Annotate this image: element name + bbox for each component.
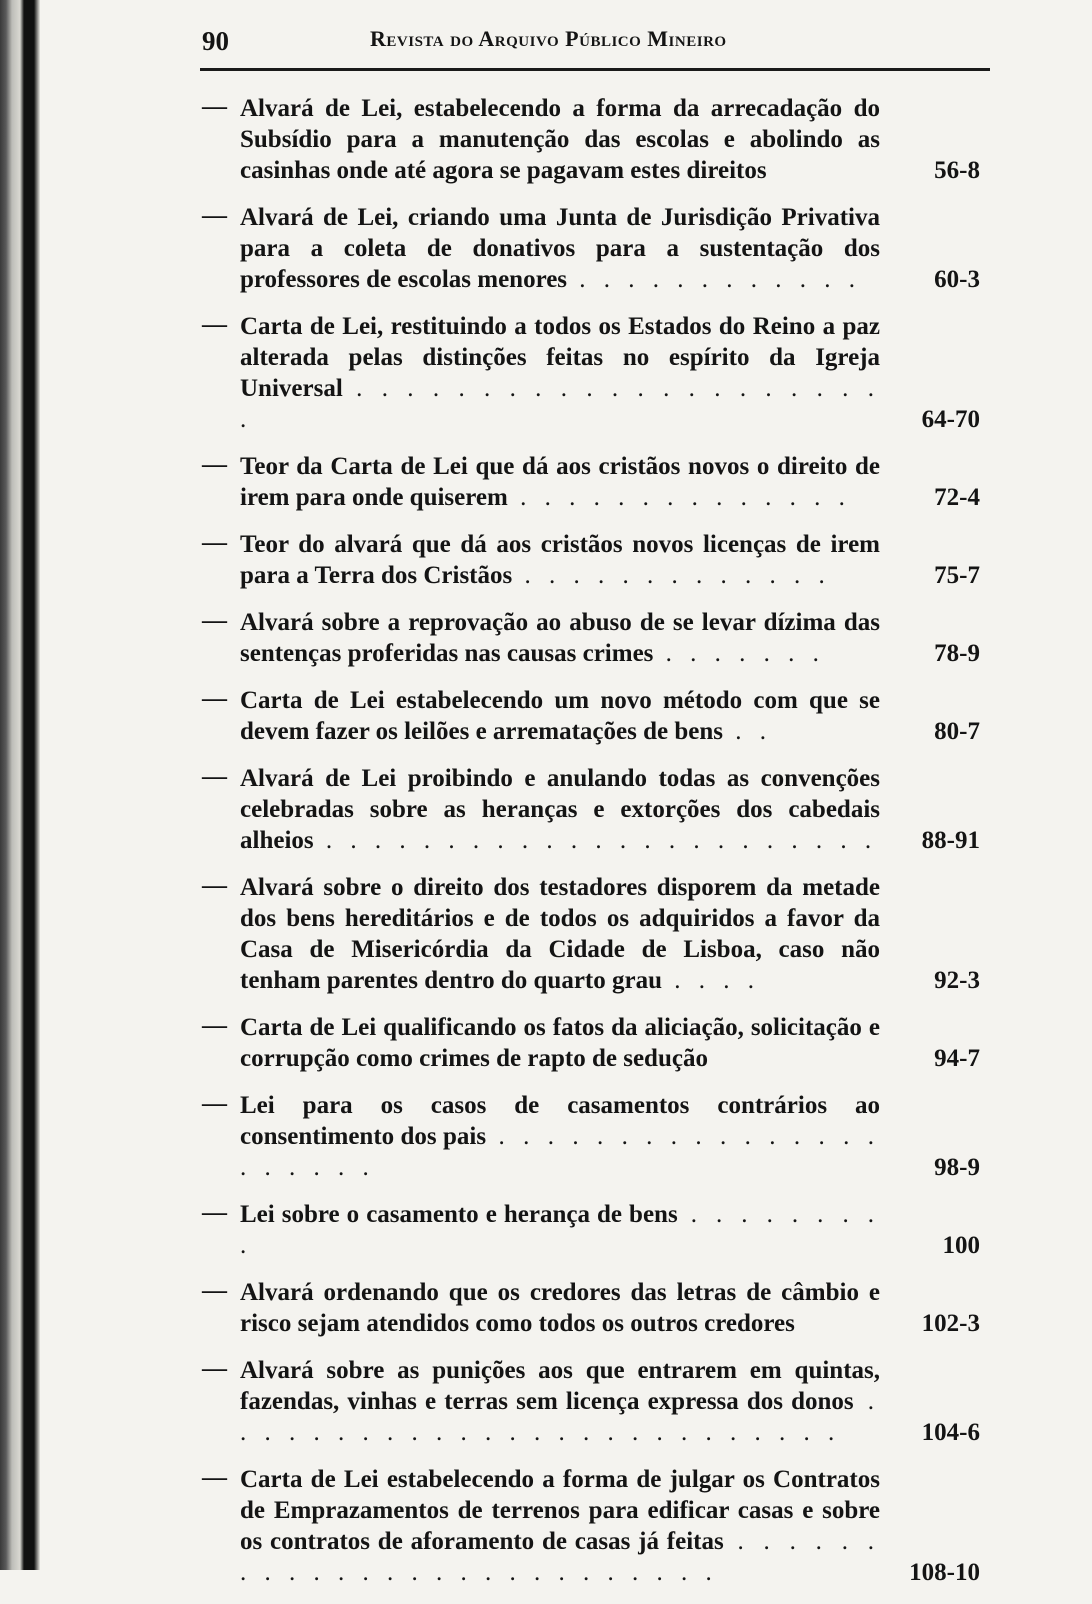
index-entry bbox=[200, 872, 990, 996]
entry-page-ref: 102-3 bbox=[921, 1310, 980, 1337]
entry-title: Alvará de Lei proibindo e anulando todas as convenções celebradas sobre as heranças e extorções dos cabedais alheios bbox=[240, 765, 880, 854]
index-entry bbox=[200, 607, 990, 669]
dot-leader: . . bbox=[722, 718, 772, 745]
entry-dash: — bbox=[202, 1090, 227, 1117]
entry-title: Alvará sobre a reprovação ao abuso de se levar dízima das sentenças proferidas nas causas crimes bbox=[240, 609, 880, 667]
entry-page-ref: 60-3 bbox=[934, 266, 980, 293]
entry-dash: — bbox=[202, 1355, 227, 1382]
entry-dash: — bbox=[202, 93, 227, 120]
entry-title: Alvará sobre o direito dos testadores disporem da metade dos bens hereditários e de todos os adquiridos a favor da Casa de Misericórdia da Cidade de Lisboa, caso não tenham parentes dentro do quarto grau bbox=[240, 874, 880, 994]
index-entry bbox=[200, 311, 990, 435]
entry-dash: — bbox=[202, 529, 227, 556]
entry-dash: — bbox=[202, 1012, 227, 1039]
entry-title: Alvará de Lei, estabelecendo a forma da arrecadação do Subsídio para a manutenção das escolas e abolindo as casinhas onde até agora se pagavam estes direitos bbox=[240, 95, 880, 184]
running-header bbox=[200, 18, 990, 71]
dot-leader: . . . . . . . . . . . . . bbox=[512, 562, 831, 589]
entry-title: Lei sobre o casamento e herança de bens bbox=[240, 1201, 678, 1228]
entry-page-ref: 56-8 bbox=[934, 157, 980, 184]
entry-title: Teor da Carta de Lei que dá aos cristãos novos o direito de irem para onde quiserem bbox=[240, 453, 880, 511]
index-entry bbox=[200, 1277, 990, 1339]
index-entry bbox=[200, 763, 990, 856]
dot-leader: . . . . bbox=[662, 967, 761, 994]
index-entries bbox=[200, 93, 990, 1588]
entry-page-ref: 75-7 bbox=[934, 562, 980, 589]
entry-page-ref: 94-7 bbox=[934, 1045, 980, 1072]
entry-title: Alvará de Lei, criando uma Junta de Jurisdição Privativa para a coleta de donativos para a sustentação dos professores de escolas menores bbox=[240, 204, 880, 293]
entry-page-ref: 92-3 bbox=[934, 967, 980, 994]
entry-page-ref: 88-91 bbox=[921, 827, 980, 854]
index-entry bbox=[200, 202, 990, 295]
entry-dash: — bbox=[202, 1464, 227, 1491]
journal-title: Revista do Arquivo Público Mineiro bbox=[370, 26, 727, 51]
entry-dash: — bbox=[202, 202, 227, 229]
dot-leader: . . . . . . . . . . . . . . . . . . . . . . . . . . bbox=[240, 1528, 881, 1586]
index-entry bbox=[200, 685, 990, 747]
entry-page-ref: 108-10 bbox=[909, 1559, 980, 1586]
entry-page-ref: 100 bbox=[942, 1232, 980, 1259]
index-entry bbox=[200, 1012, 990, 1074]
dot-leader: . . . . . . . . . . . . . . . . . . . . . . bbox=[240, 1123, 880, 1181]
entry-dash: — bbox=[202, 311, 227, 338]
entry-dash: — bbox=[202, 607, 227, 634]
entry-title: Alvará ordenando que os credores das letras de câmbio e risco sejam atendidos como todos os outros credores bbox=[240, 1279, 880, 1337]
dot-leader: . . . . . . . . . bbox=[240, 1201, 880, 1259]
page-number: 90 bbox=[202, 26, 229, 56]
entry-dash: — bbox=[202, 1277, 227, 1304]
dot-leader: . . . . . . . bbox=[653, 640, 825, 667]
entry-title: Carta de Lei estabelecendo a forma de julgar os Contratos de Emprazamentos de terrenos para edificar casas e sobre os contratos de aforamento de casas já feitas bbox=[240, 1466, 880, 1555]
entry-dash: — bbox=[202, 685, 227, 712]
entry-page-ref: 104-6 bbox=[921, 1419, 980, 1446]
entry-page-ref: 78-9 bbox=[934, 640, 980, 667]
entry-page-ref: 64-70 bbox=[921, 406, 980, 433]
dot-leader: . . . . . . . . . . . . . . . . . . . . . . . bbox=[313, 827, 878, 854]
entry-dash: — bbox=[202, 451, 227, 478]
dot-leader: . . . . . . . . . . . . . . . . . . . . . . . . . . bbox=[240, 1388, 881, 1446]
book-page bbox=[200, 18, 990, 1604]
index-entry bbox=[200, 529, 990, 591]
entry-title: Carta de Lei, restituindo a todos os Estados do Reino a paz alterada pelas distinções feitas no espírito da Igreja Universal bbox=[240, 313, 880, 402]
entry-title: Teor do alvará que dá aos cristãos novos licenças de irem para a Terra dos Cristãos bbox=[240, 531, 880, 589]
entry-title: Lei para os casos de casamentos contrários ao consentimento dos pais bbox=[240, 1092, 880, 1150]
index-entry bbox=[200, 451, 990, 513]
book-spine-edge bbox=[0, 0, 40, 1570]
entry-dash: — bbox=[202, 872, 227, 899]
index-entry bbox=[200, 1199, 990, 1261]
entry-title: Alvará sobre as punições aos que entrarem em quintas, fazendas, vinhas e terras sem licença expressa dos donos bbox=[240, 1357, 880, 1415]
entry-dash: — bbox=[202, 763, 227, 790]
entry-dash: — bbox=[202, 1199, 227, 1226]
entry-title: Carta de Lei estabelecendo um novo método com que se devem fazer os leilões e arrematações de bens bbox=[240, 687, 880, 745]
index-entry bbox=[200, 1464, 990, 1588]
entry-page-ref: 72-4 bbox=[934, 484, 980, 511]
dot-leader: . . . . . . . . . . . . . . bbox=[507, 484, 851, 511]
dot-leader: . . . . . . . . . . . . bbox=[567, 266, 862, 293]
index-entry bbox=[200, 1090, 990, 1183]
entry-title: Carta de Lei qualificando os fatos da aliciação, solicitação e corrupção como crimes de rapto de sedução bbox=[240, 1014, 880, 1072]
index-entry bbox=[200, 93, 990, 186]
index-entry bbox=[200, 1355, 990, 1448]
entry-page-ref: 80-7 bbox=[934, 718, 980, 745]
dot-leader: . . . . . . . . . . . . . . . . . . . . . . bbox=[240, 375, 880, 433]
entry-page-ref: 98-9 bbox=[934, 1154, 980, 1181]
